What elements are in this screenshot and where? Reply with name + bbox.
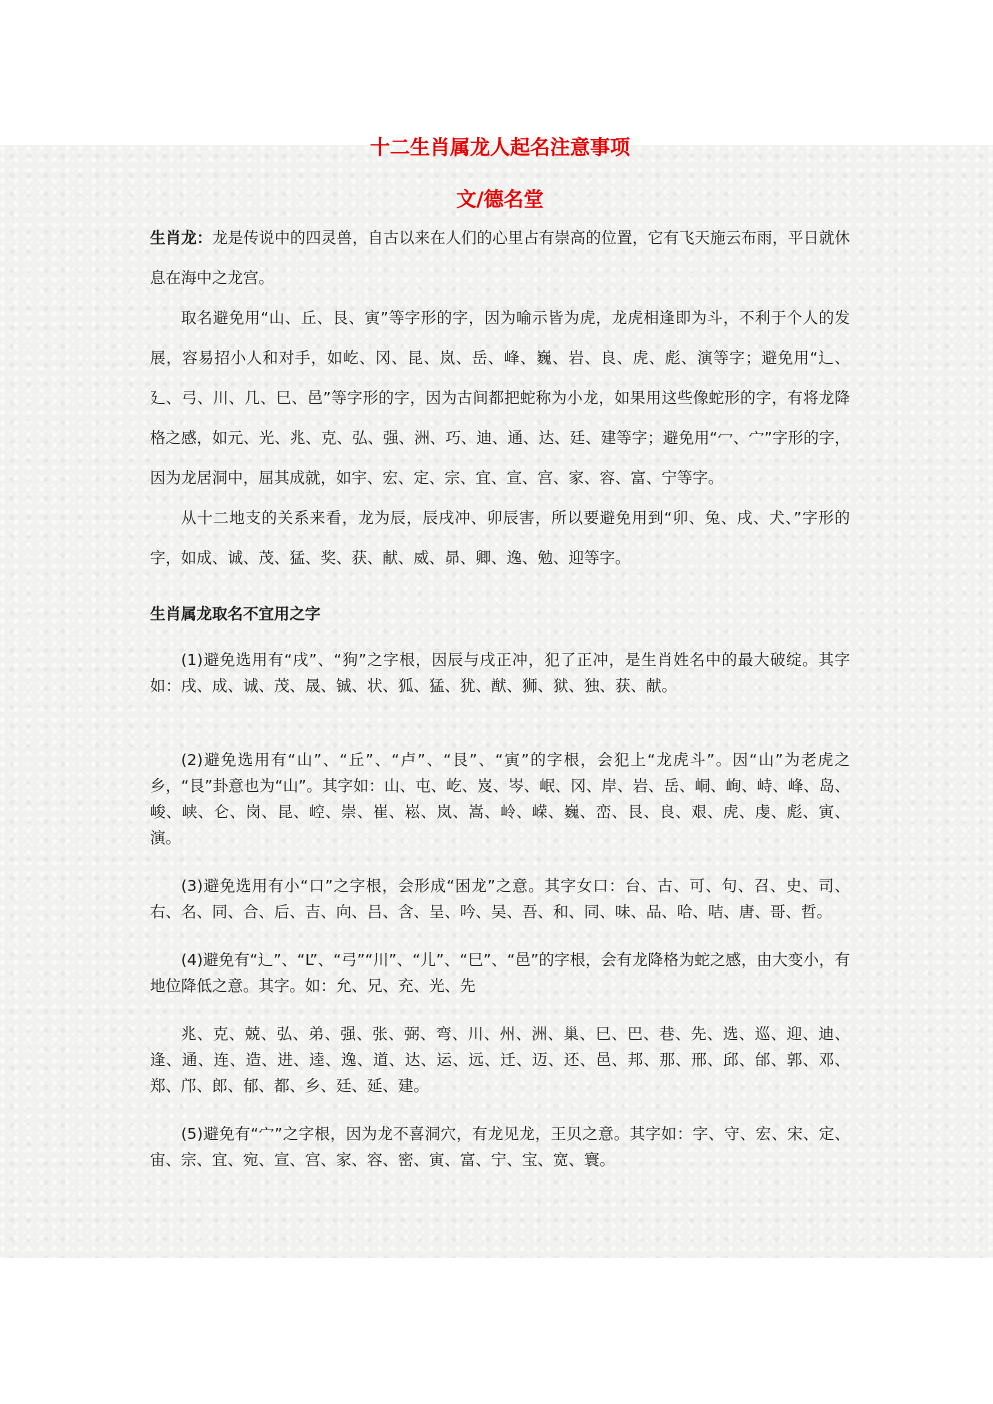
paragraph-earthly-branches: 从十二地支的关系来看，龙为辰，辰戌冲、卯辰害，所以要避免用到“卯、兔、戌、犬、”字形的字，如成、诚、茂、猛、奖、获、献、威、昴、卿、逸、勉、迎等字。 xyxy=(150,509,850,567)
list-item-3: (3)避免选用有小“口”之字根，会形成“困龙”之意。其字女口：台、古、可、句、召、史、司、右、名、同、合、后、吉、向、吕、含、呈、吟、吴、吾、和、同、味、品、哈、咭、唐、哥、哲。 xyxy=(150,877,850,921)
document-body xyxy=(150,130,850,1173)
list-item-5: (5)避免有“宀”之字根，因为龙不喜洞穴，有龙见龙，王贝之意。其字如：字、守、宏、宋、定、宙、宗、宜、宛、宣、宫、家、容、密、寅、富、宁、宝、宽、寰。 xyxy=(150,1125,850,1169)
section-heading: 生肖属龙取名不宜用之字 xyxy=(150,605,321,623)
paragraph-naming-avoid: 取名避免用“山、丘、艮、寅”等字形的字，因为喻示皆为虎，龙虎相逢即为斗，不利于个人的发展，容易招小人和对手，如屹、冈、昆、岚、岳、峰、巍、岩、良、虎、彪、演等字；避免用“辶、廴、弓、川、几、巳、邑”等字形的字，因为古间都把蛇称为小龙，如果用这些像蛇形的字，有将龙降格之感，如元、光、兆、克、弘、强、洲、巧、迪、通、达、廷、建等字；避免用“冖、宀”字形的字，因为龙居洞中，屈其成就，如宇、宏、定、宗、宜、宣、宫、家、容、富、宁等字。 xyxy=(150,309,850,487)
intro-paragraph xyxy=(150,218,850,298)
list-item-1: (1)避免选用有“戌”、“狗”之字根，因辰与戌正冲，犯了正冲，是生肖姓名中的最大破绽。其字如：戌、成、诚、茂、晟、铖、状、狐、猛、犹、猷、狮、狱、独、获、献。 xyxy=(150,651,850,695)
document-author: 文/德名堂 xyxy=(456,187,544,211)
intro-text: 龙是传说中的四灵兽，自古以来在人们的心里占有崇高的位置，它有飞天施云布雨，平日就休息在海中之龙宫。 xyxy=(150,229,850,287)
list-item-2: (2)避免选用有“山”、“丘”、“卢”、“艮”、“寅”的字根，会犯上“龙虎斗”。因“山”为老虎之乡，“艮”卦意也为“山”。其字如：山、屯、屹、岌、岑、岷、冈、岸、岩、岳、峒、峋、峙、峰、岛、峻、峡、仑、岗、昆、崆、崇、崔、崧、岚、嵩、岭、嵘、巍、峦、艮、良、艰、虎、虔、彪、寅、演。 xyxy=(150,751,850,847)
list-item-4-continued: 兆、克、兢、弘、弟、强、张、弼、弯、川、州、洲、巢、巳、巴、巷、先、选、巡、迎、迪、逢、通、连、造、进、逵、逸、道、达、运、远、迁、迈、还、邑、邦、那、邢、邱、邰、郭、邓、郑、邝、郎、郁、都、乡、廷、延、建。 xyxy=(150,1025,850,1095)
document-title: 十二生肖属龙人起名注意事项 xyxy=(370,135,630,159)
intro-label: 生肖龙： xyxy=(150,229,213,247)
list-item-4: (4)避免有“辶”、“L”、“弓”“川”、“儿”、“巳”、“邑”的字根，会有龙降格为蛇之感，由大变小，有地位降低之意。其字。如：允、兄、充、光、先 xyxy=(150,951,850,995)
